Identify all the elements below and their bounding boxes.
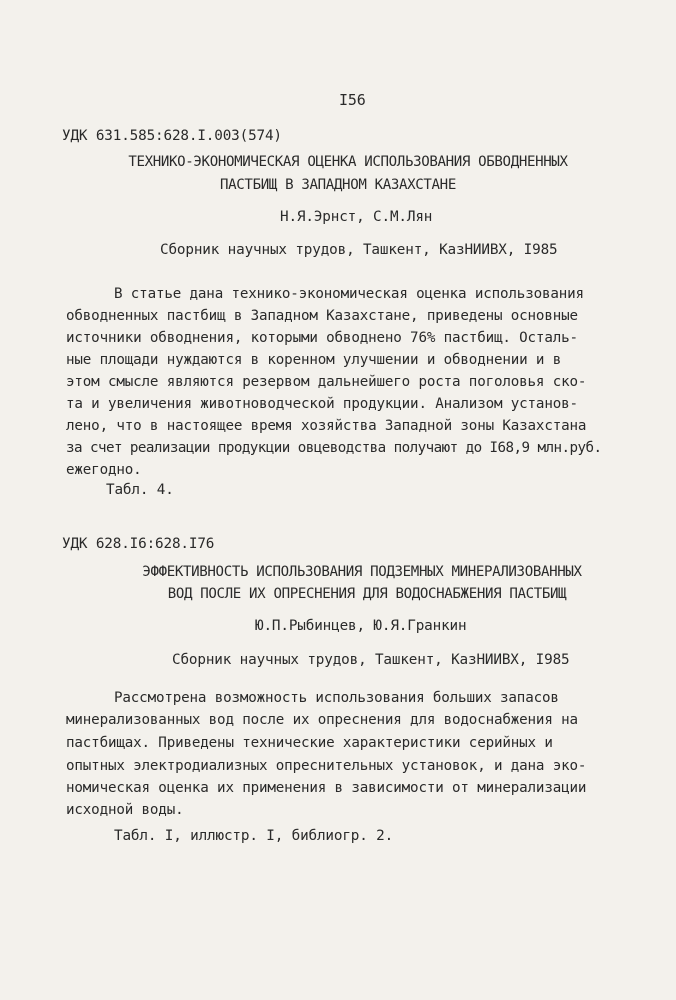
- article-1-abstract-line: лено, что в настоящее время хозяйства Западной зоны Казахстана: [66, 418, 587, 434]
- article-1-abstract-line: за счет реализации продукции овцеводства получают до I68,9 млн.руб.: [66, 440, 602, 456]
- article-2-abstract-line: опытных электродиализных опреснительных установок, и дана эко-: [66, 758, 587, 774]
- article-2-abstract-line: исходной воды.: [66, 802, 184, 818]
- article-1-abstract-line: источники обводнения, которыми обводнено 76% пастбищ. Осталь-: [66, 330, 578, 346]
- article-2-title-line-1: ЭФФЕКТИВНОСТЬ ИСПОЛЬЗОВАНИЯ ПОДЗЕМНЫХ МИНЕРАЛИЗОВАННЫХ: [142, 564, 582, 580]
- page-number: I56: [339, 91, 366, 109]
- article-1-abstract-line: этом смысле являются резервом дальнейшего роста поголовья ско-: [66, 374, 587, 390]
- article-1-abstract-line: ные площади нуждаются в коренном улучшении и обводнении и в: [66, 352, 562, 368]
- article-1-source: Сборник научных трудов, Ташкент, КазНИИВХ, I985: [160, 242, 558, 258]
- article-2-abstract-line: Рассмотрена возможность использования больших запасов: [114, 690, 559, 706]
- article-2-note: Табл. I, иллюстр. I, библиогр. 2.: [114, 828, 394, 844]
- article-1-abstract-line: та и увеличения животноводческой продукции. Анализом установ-: [66, 396, 578, 412]
- article-2-source: Сборник научных трудов, Ташкент, КазНИИВХ, I985: [172, 652, 570, 668]
- article-1-note: Табл. 4.: [106, 482, 174, 498]
- article-2-abstract-line: номическая оценка их применения в зависимости от минерализации: [66, 780, 587, 796]
- article-1-abstract-line: ежегодно.: [66, 462, 142, 478]
- article-2-abstract-line: минерализованных вод после их опреснения для водоснабжения на: [66, 712, 578, 728]
- article-1-authors: Н.Я.Эрнст, С.М.Лян: [280, 209, 433, 225]
- article-1-abstract-line: обводненных пастбищ в Западном Казахстане, приведены основные: [66, 308, 578, 324]
- article-2-authors: Ю.П.Рыбинцев, Ю.Я.Гранкин: [255, 618, 467, 634]
- article-1-udc: УДК 631.585:628.I.003(574): [62, 128, 282, 144]
- article-2-udc: УДК 628.I6:628.I76: [62, 536, 215, 552]
- article-2-abstract-line: пастбищах. Приведены технические характеристики серийных и: [66, 735, 553, 751]
- article-2-title-line-2: ВОД ПОСЛЕ ИХ ОПРЕСНЕНИЯ ДЛЯ ВОДОСНАБЖЕНИЯ ПАСТБИЩ: [167, 586, 567, 602]
- article-1-abstract-line: В статье дана технико-экономическая оценка использования: [114, 286, 584, 302]
- article-1-title-line-1: ТЕХНИКО-ЭКОНОМИЧЕСКАЯ ОЦЕНКА ИСПОЛЬЗОВАНИЯ ОБВОДНЕННЫХ: [128, 154, 568, 170]
- article-1-title-line-2: ПАСТБИЩ В ЗАПАДНОМ КАЗАХСТАНЕ: [220, 177, 456, 193]
